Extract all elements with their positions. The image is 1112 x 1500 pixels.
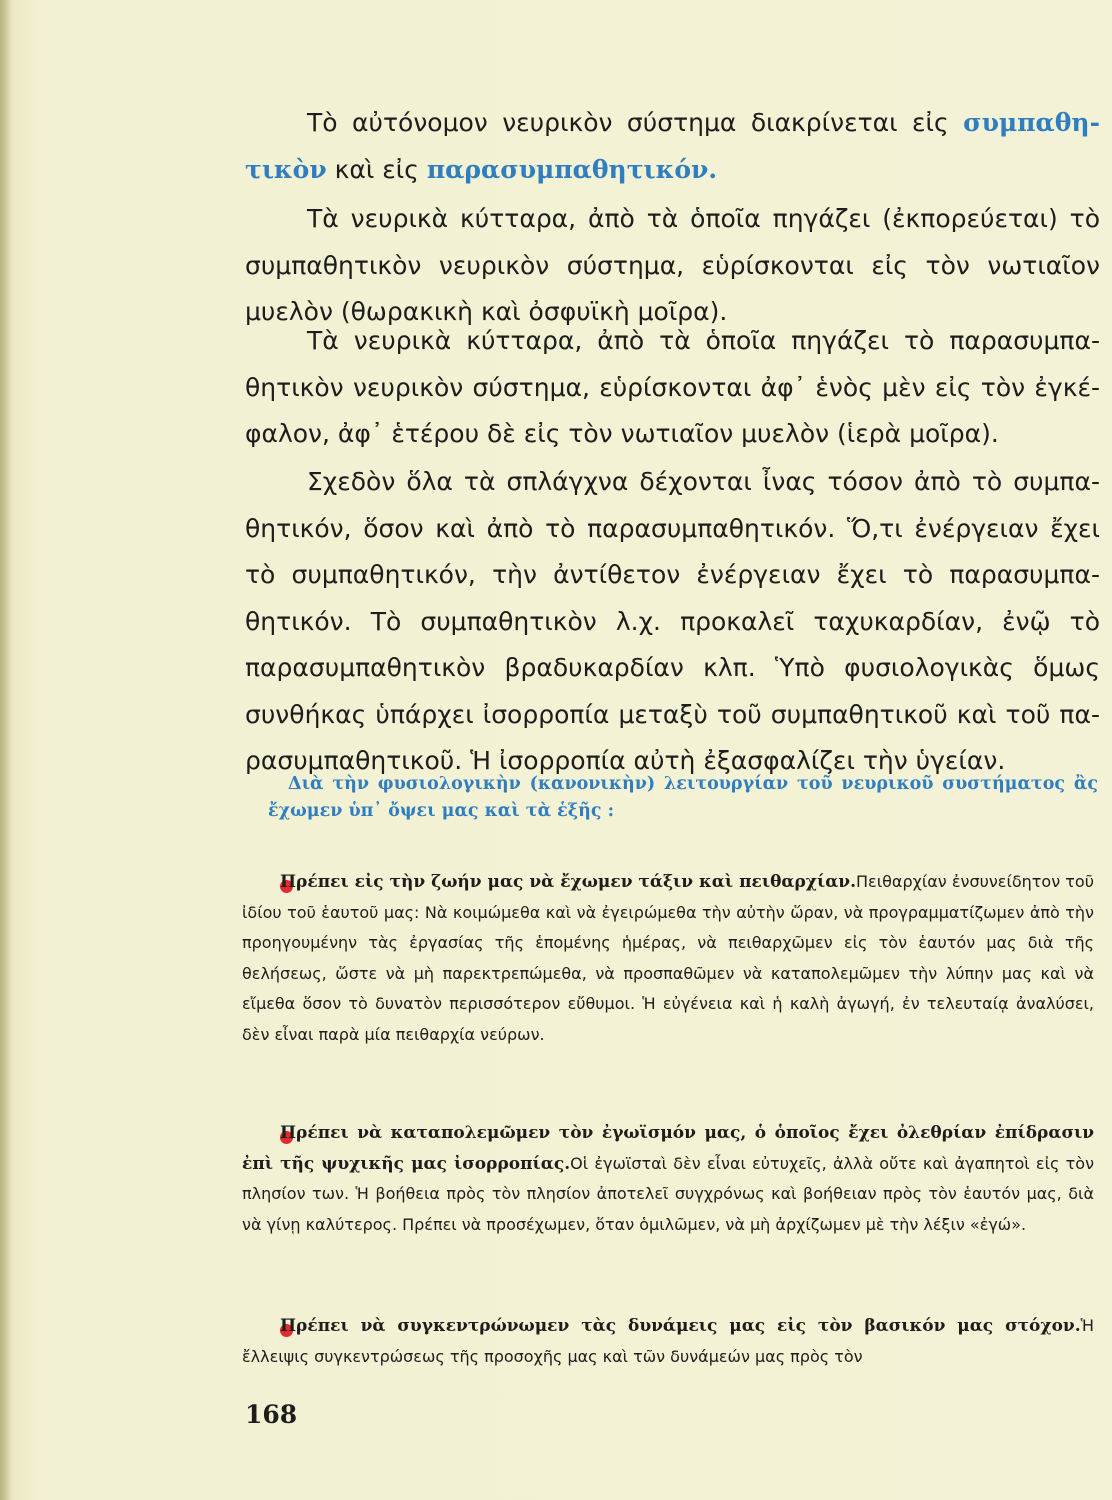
list-item-lead: Πρέπει νὰ συγκεντρώνωμεν τὰς δυνάμεις μας εἰς τὸν βασικόν μας στόχον. — [280, 1316, 1081, 1336]
list-item-text: Πειθαρχίαν ἐνσυνείδητον τοῦ ἰδίου τοῦ ἑαυτοῦ μας: Νὰ κοιμώμεθα καὶ νὰ ἐγειρώμεθα τὴν αὐτὴν ὥραν, νὰ προγραμματίζωμεν ἀπὸ τὴν προηγουμένην τὰς ἐργασίας τῆς ἑπομένης ἡμέρας, νὰ πειθαρχῶμεν εἰς τὸν ἑαυτόν μας διὰ τῆς θελήσεως, ὥστε νὰ μὴ παρεκτρεπώμεθα, νὰ προσπαθῶμεν νὰ καταπολεμῶμεν τὴν λύπην μας καὶ νὰ εἴμεθα ὅσον τὸ δυνατὸν περισσότερον εὔθυμοι. Ἡ εὐγένεια καὶ ἡ καλὴ ἀγωγή, ἐν τελευταίᾳ ἀναλύσει, δὲν εἶναι παρὰ μία πειθαρχία νεύρων. — [242, 872, 1094, 1044]
paragraph-sympathetic-origin: Τὰ νευρικὰ κύτταρα, ἀπὸ τὰ ὁποῖα πηγάζει (ἐκπορεύεται) τὸ συμπαθητικὸν νευρικὸν σύστημα, εὑρίσκονται εἰς τὸν νωτιαῖον μυελὸν (θωρακικὴ καὶ ὀσφυϊκὴ μοῖρα). — [245, 204, 1100, 326]
list-item-lead: Πρέπει εἰς τὴν ζωήν μας νὰ ἔχωμεν τάξιν καὶ πειθαρχίαν. — [280, 872, 857, 892]
paragraph-autonomic-division — [245, 100, 1100, 193]
page-number: 168 — [245, 1400, 298, 1429]
list-item-discipline — [242, 867, 1094, 1051]
list-item-egoism — [242, 1118, 1094, 1240]
paragraph-balance: Σχεδὸν ὅλα τὰ σπλάγχνα δέχονται ἶνας τόσον ἀπὸ τὸ συμπαθητικόν, ὅσον καὶ ἀπὸ τὸ παρασυμπαθητικόν. Ὅ,τι ἐνέργειαν ἔχει τὸ συμπαθητικόν, τὴν ἀντίθετον ἐνέργειαν ἔχει τὸ παρασυμπαθητικόν. Τὸ συμπαθητικὸν λ.χ. προκαλεῖ ταχυκαρδίαν, ἐνῷ τὸ παρασυμπαθητικὸν βραδυκαρδίαν κλπ. Ὑπὸ φυσιολογικὰς ὅμως συνθήκας ὑπάρχει ἰσορροπία μεταξὺ τοῦ συμπαθητικοῦ καὶ τοῦ παρασυμπαθητικοῦ. Ἡ ἰσορροπία αὐτὴ ἐξασφαλίζει τὴν ὑγείαν. — [245, 467, 1100, 775]
list-item-text: Ἡ ἔλλειψις συγκεντρώσεως τῆς προσοχῆς μας καὶ τῶν δυνάμεών μας πρὸς τὸν — [242, 1316, 1094, 1366]
list-item-text: Οἱ ἐγωϊσταὶ δὲν εἶναι εὐτυχεῖς, ἀλλὰ οὔτε καὶ ἀγαπητοὶ εἰς τὸν πλησίον των. Ἡ βοήθεια πρὸς τὸν πλησίον ἀποτελεῖ συγχρόνως καὶ βοήθειαν πρὸς τὸν ἑαυτόν μας, διὰ νὰ γίνῃ καλύτερος. Πρέπει νὰ προσέχωμεν, ὅταν ὁμιλῶμεν, νὰ μὴ ἀρχίζωμεν μὲ τὴν λέξιν «ἐγώ». — [242, 1153, 1095, 1234]
page-gutter-shadow — [0, 0, 12, 1500]
term-sympathetic: συμπαθητικὸν — [245, 108, 1100, 184]
list-item-focus — [242, 1311, 1094, 1372]
paragraph-1-text-a: Τὸ αὐτόνομον νευρικὸν σύστημα διακρίνεται εἰς — [307, 108, 964, 137]
paragraph-parasympathetic-origin: Τὰ νευρικὰ κύτταρα, ἀπὸ τὰ ὁποῖα πηγάζει τὸ παρασυμπαθητικὸν νευρικὸν σύστημα, εὑρίσκονται ἀφ᾿ ἑνὸς μὲν εἰς τὸν ἐγκέφαλον, ἀφ᾿ ἑτέρου δὲ εἰς τὸν νωτιαῖον μυελὸν (ἱερὰ μοῖρα). — [245, 326, 1100, 448]
section-heading: Διὰ τὴν φυσιολογικὴν (κανονικὴν) λειτουργίαν τοῦ νευρικοῦ συστήματος ἂς ἔχωμεν ὑπ᾿ ὄψει μας καὶ τὰ ἑξῆς : — [268, 774, 1098, 821]
list-item-lead: Πρέπει νὰ καταπολεμῶμεν τὸν ἐγωϊσμόν μας, ὁ ὁποῖος ἔχει ὀλεθρίαν ἐπίδρασιν ἐπὶ τῆς ψυχικῆς μας ἰσορροπίας. — [242, 1123, 1094, 1174]
term-parasympathetic: παρασυμπαθητικόν. — [426, 154, 718, 184]
paragraph-1-text-b: καὶ εἰς — [326, 154, 427, 184]
